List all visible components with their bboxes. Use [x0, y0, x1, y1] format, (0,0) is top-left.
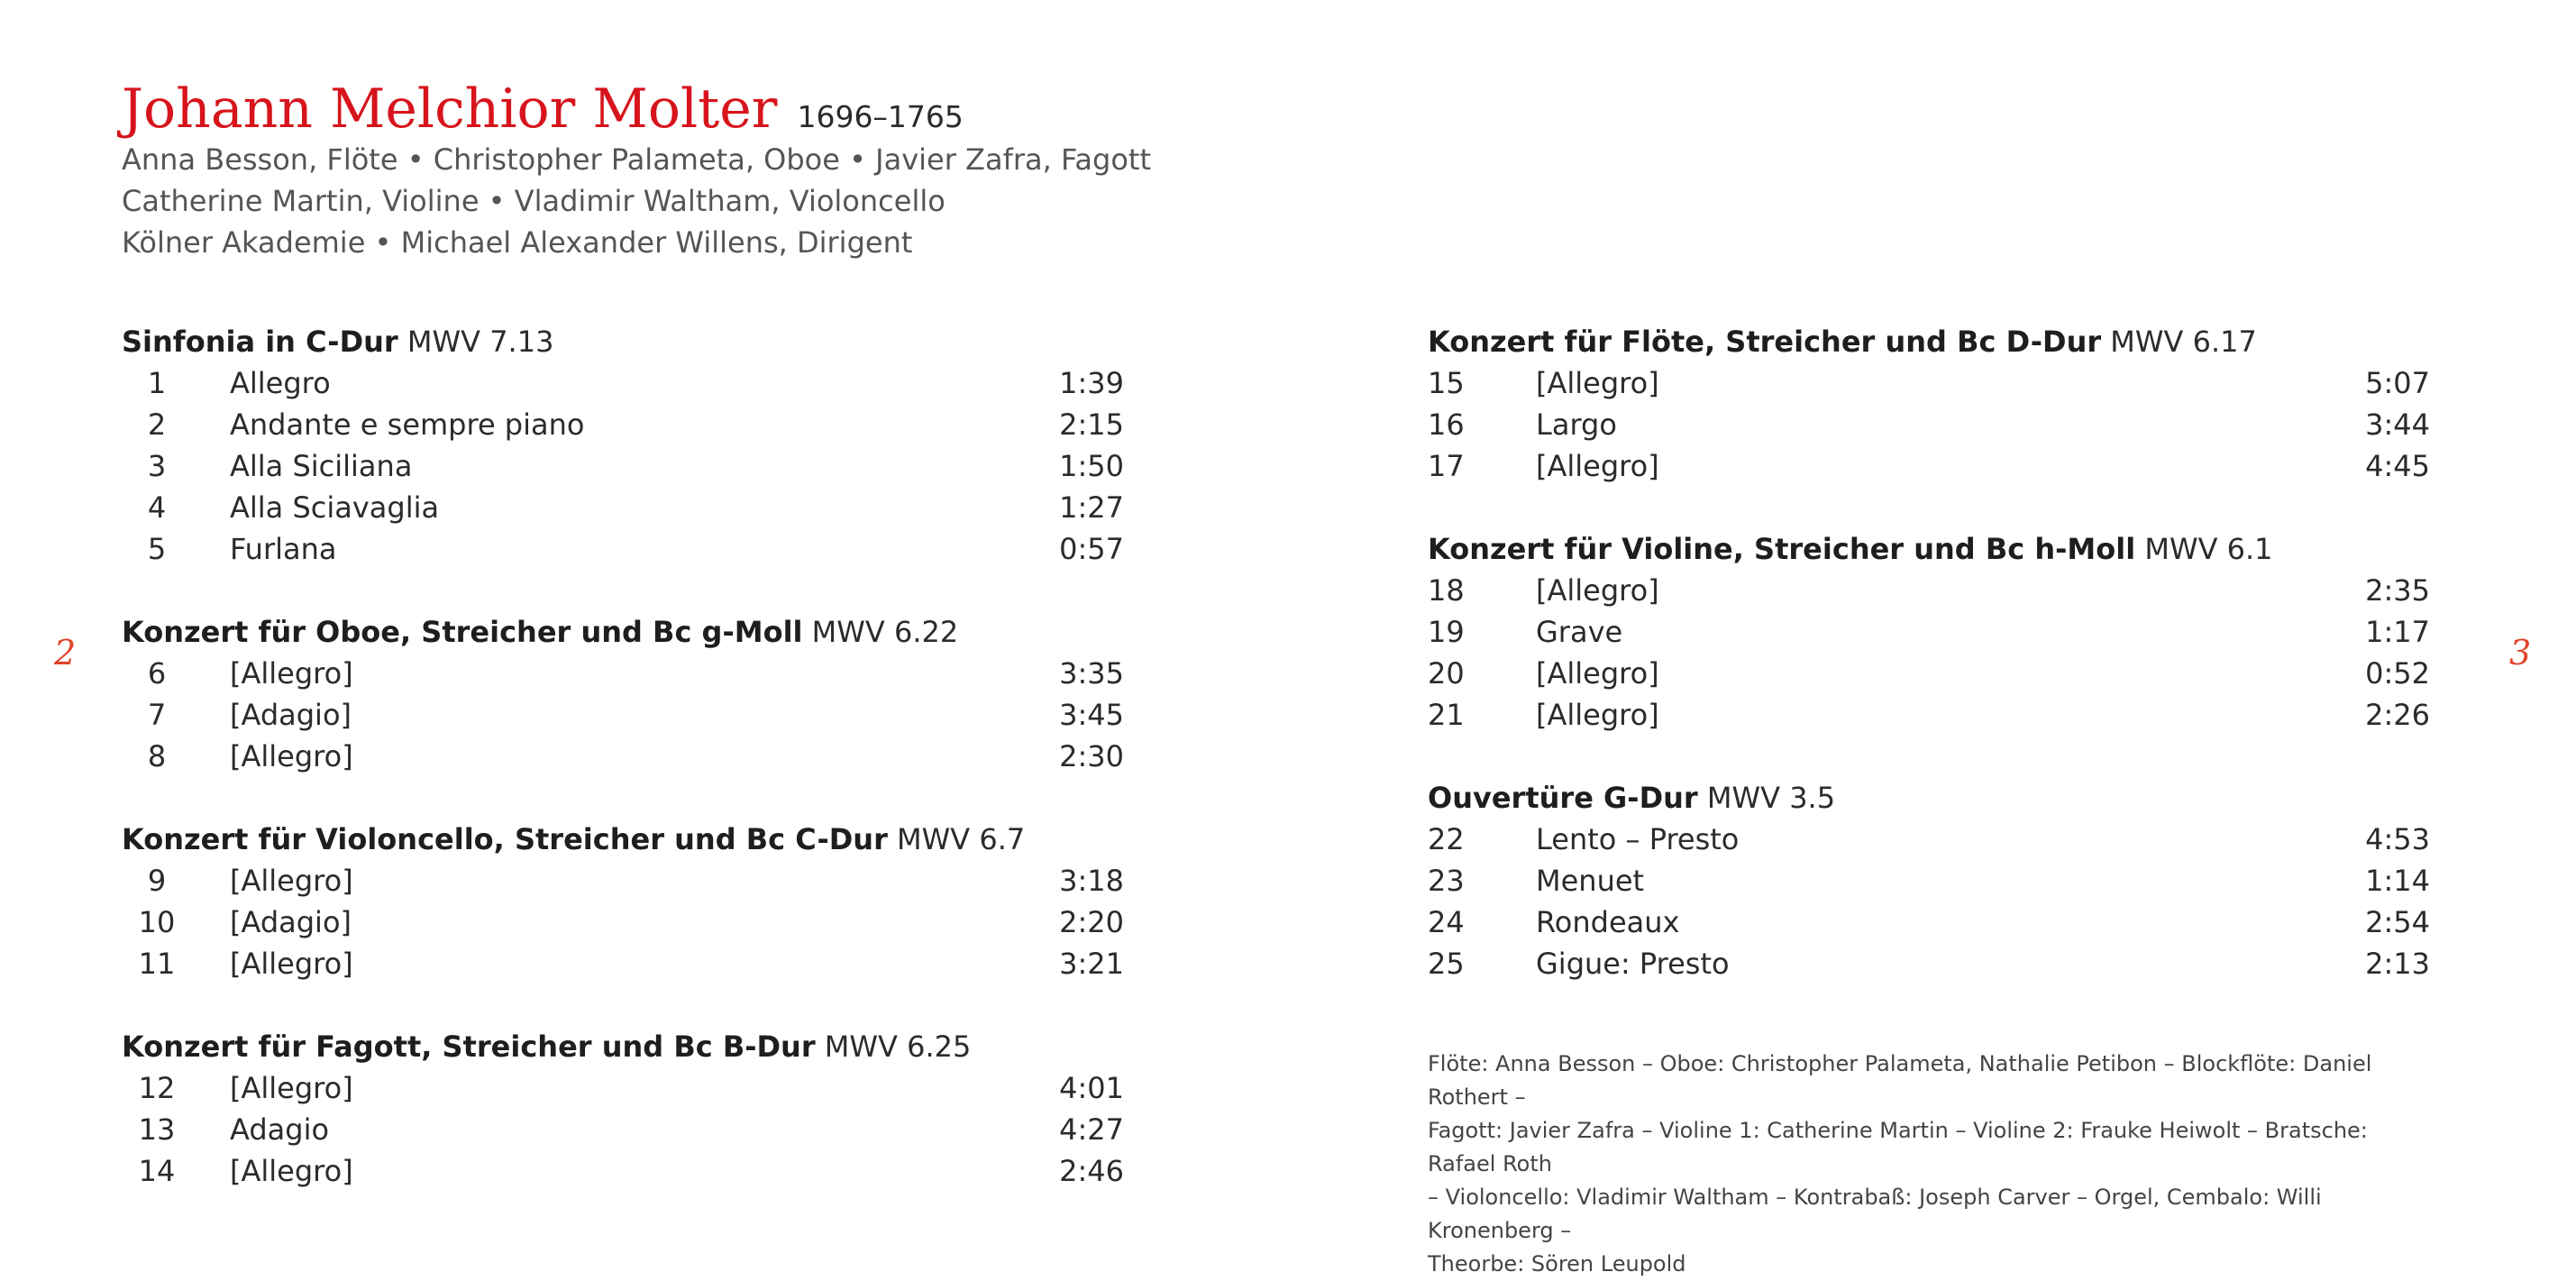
work-name: Konzert für Violine, Streicher und Bc h-Moll [1428, 532, 2136, 566]
track-number: 10 [138, 905, 176, 939]
track-row [122, 1150, 1124, 1192]
track-number: 8 [147, 739, 167, 773]
tracklist-left [122, 321, 1124, 1233]
work-catalog-number: MWV 6.7 [897, 822, 1026, 856]
track-duration: 2:15 [1059, 407, 1124, 442]
track-duration: 5:07 [2365, 366, 2430, 400]
track-title: [Allegro] [230, 739, 353, 773]
track-title: [Allegro] [1536, 366, 1659, 400]
track-title: Largo [1536, 407, 1617, 442]
track-number: 19 [1428, 615, 1465, 649]
work-title [1428, 777, 2430, 819]
composer-heading [122, 79, 1151, 139]
work-block [122, 819, 1124, 984]
track-row [1428, 404, 2430, 445]
track-number: 4 [147, 490, 167, 525]
track-row [1428, 943, 2430, 984]
track-row [1428, 901, 2430, 943]
work-catalog-number: MWV 6.22 [811, 615, 959, 649]
work-name: Konzert für Violoncello, Streicher und Bc C-Dur [122, 822, 888, 856]
track-number: 17 [1428, 449, 1465, 483]
track-number: 3 [147, 449, 167, 483]
track-number: 25 [1428, 947, 1465, 981]
track-number: 24 [1428, 905, 1465, 939]
track-row [122, 487, 1124, 528]
track-title: [Allegro] [230, 1071, 353, 1105]
track-row [1428, 611, 2430, 653]
track-row [1428, 445, 2430, 487]
track-duration: 4:01 [1059, 1071, 1124, 1105]
track-number: 1 [147, 366, 167, 400]
work-block [1428, 528, 2430, 736]
track-title: Andante e sempre piano [230, 407, 585, 442]
track-row [122, 404, 1124, 445]
track-duration: 1:39 [1059, 366, 1124, 400]
track-title: [Allegro] [230, 656, 353, 691]
track-duration: 1:27 [1059, 490, 1124, 525]
track-number: 5 [147, 532, 167, 566]
track-number: 20 [1428, 656, 1465, 691]
track-title: [Allegro] [230, 947, 353, 981]
track-row [1428, 362, 2430, 404]
work-title [122, 819, 1124, 860]
track-title: Adagio [230, 1112, 330, 1147]
work-name: Sinfonia in C-Dur [122, 325, 398, 359]
tracklist-right [1428, 321, 2430, 1026]
track-number: 2 [147, 407, 167, 442]
track-row [1428, 860, 2430, 901]
track-duration: 3:44 [2365, 407, 2430, 442]
track-duration: 2:13 [2365, 947, 2430, 981]
track-row [122, 1109, 1124, 1150]
work-block [122, 321, 1124, 570]
work-catalog-number: MWV 6.1 [2144, 532, 2273, 566]
track-number: 23 [1428, 864, 1465, 898]
work-block [1428, 777, 2430, 984]
track-title: Alla Sciavaglia [230, 490, 440, 525]
track-title: Gigue: Presto [1536, 947, 1730, 981]
track-title: [Allegro] [1536, 449, 1659, 483]
track-row [1428, 570, 2430, 611]
credits-line: Theorbe: Sören Leupold [1428, 1251, 1686, 1276]
track-duration: 1:14 [2365, 864, 2430, 898]
track-duration: 2:20 [1059, 905, 1124, 939]
work-name: Konzert für Oboe, Streicher und Bc g-Moll [122, 615, 803, 649]
track-title: [Allegro] [1536, 656, 1659, 691]
track-row [122, 694, 1124, 736]
track-row [122, 736, 1124, 777]
track-duration: 4:53 [2365, 822, 2430, 856]
work-block [122, 611, 1124, 777]
track-duration: 3:21 [1059, 947, 1124, 981]
track-row [122, 860, 1124, 901]
work-catalog-number: MWV 6.17 [2110, 325, 2257, 359]
track-number: 11 [138, 947, 176, 981]
track-title: Lento – Presto [1536, 822, 1740, 856]
track-duration: 0:57 [1059, 532, 1124, 566]
credits-line: – Violoncello: Vladimir Waltham – Kontrabaß: Joseph Carver – Orgel, Cembalo: Willi Kronenberg – [1428, 1185, 2322, 1243]
track-row [122, 653, 1124, 694]
page-header [122, 79, 1151, 263]
track-number: 16 [1428, 407, 1465, 442]
track-duration: 2:35 [2365, 573, 2430, 608]
track-duration: 4:27 [1059, 1112, 1124, 1147]
track-number: 14 [138, 1154, 176, 1188]
track-duration: 3:35 [1059, 656, 1124, 691]
credits-line: Fagott: Javier Zafra – Violine 1: Catherine Martin – Violine 2: Frauke Heiwolt – Bratsche: Rafael Roth [1428, 1118, 2368, 1176]
track-title: Rondeaux [1536, 905, 1680, 939]
track-duration: 1:50 [1059, 449, 1124, 483]
track-title: Menuet [1536, 864, 1645, 898]
track-number: 18 [1428, 573, 1465, 608]
track-duration: 3:18 [1059, 864, 1124, 898]
track-duration: 3:45 [1059, 698, 1124, 732]
page-number-left: 2 [54, 633, 77, 673]
work-name: Konzert für Flöte, Streicher und Bc D-Dur [1428, 325, 2102, 359]
track-title: Furlana [230, 532, 337, 566]
track-duration: 0:52 [2365, 656, 2430, 691]
track-duration: 1:17 [2365, 615, 2430, 649]
performers-line-2: Catherine Martin, Violine • Vladimir Waltham, Violoncello [122, 184, 945, 218]
work-block [122, 1026, 1124, 1192]
work-title [122, 321, 1124, 362]
track-row [122, 1067, 1124, 1109]
musician-credits [1428, 1048, 2430, 1281]
work-block [1428, 321, 2430, 487]
track-row [122, 943, 1124, 984]
track-number: 22 [1428, 822, 1465, 856]
credits-line: Flöte: Anna Besson – Oboe: Christopher Palameta, Nathalie Petibon – Blockflöte: Daniel Rothert – [1428, 1051, 2372, 1110]
work-catalog-number: MWV 3.5 [1706, 781, 1836, 815]
track-title: [Adagio] [230, 698, 352, 732]
track-number: 15 [1428, 366, 1465, 400]
track-row [1428, 819, 2430, 860]
track-title: [Allegro] [1536, 573, 1659, 608]
work-title [122, 611, 1124, 653]
track-duration: 2:26 [2365, 698, 2430, 732]
track-duration: 4:45 [2365, 449, 2430, 483]
performers-line-1: Anna Besson, Flöte • Christopher Palameta, Oboe • Javier Zafra, Fagott [122, 142, 1151, 177]
track-title: Alla Siciliana [230, 449, 413, 483]
track-number: 21 [1428, 698, 1465, 732]
track-number: 13 [138, 1112, 176, 1147]
work-title [1428, 321, 2430, 362]
work-title [122, 1026, 1124, 1067]
track-number: 12 [138, 1071, 176, 1105]
track-duration: 2:30 [1059, 739, 1124, 773]
track-row [122, 901, 1124, 943]
page-number-right: 3 [2509, 633, 2532, 673]
track-row [122, 362, 1124, 404]
track-number: 9 [147, 864, 167, 898]
track-row [122, 528, 1124, 570]
composer-dates: 1696–1765 [797, 99, 964, 134]
composer-name: Johann Melchior Molter [122, 78, 778, 141]
performers-line-3: Kölner Akademie • Michael Alexander Willens, Dirigent [122, 225, 913, 260]
work-name: Konzert für Fagott, Streicher und Bc B-Dur [122, 1029, 816, 1064]
track-title: [Allegro] [230, 1154, 353, 1188]
track-title: [Allegro] [1536, 698, 1659, 732]
track-title: [Allegro] [230, 864, 353, 898]
work-catalog-number: MWV 7.13 [406, 325, 554, 359]
work-title [1428, 528, 2430, 570]
track-row [122, 445, 1124, 487]
work-name: Ouvertüre G-Dur [1428, 781, 1698, 815]
track-duration: 2:54 [2365, 905, 2430, 939]
track-row [1428, 694, 2430, 736]
track-number: 6 [147, 656, 167, 691]
track-number: 7 [147, 698, 167, 732]
track-title: [Adagio] [230, 905, 352, 939]
track-title: Grave [1536, 615, 1623, 649]
work-catalog-number: MWV 6.25 [824, 1029, 972, 1064]
track-duration: 2:46 [1059, 1154, 1124, 1188]
track-title: Allegro [230, 366, 331, 400]
track-row [1428, 653, 2430, 694]
